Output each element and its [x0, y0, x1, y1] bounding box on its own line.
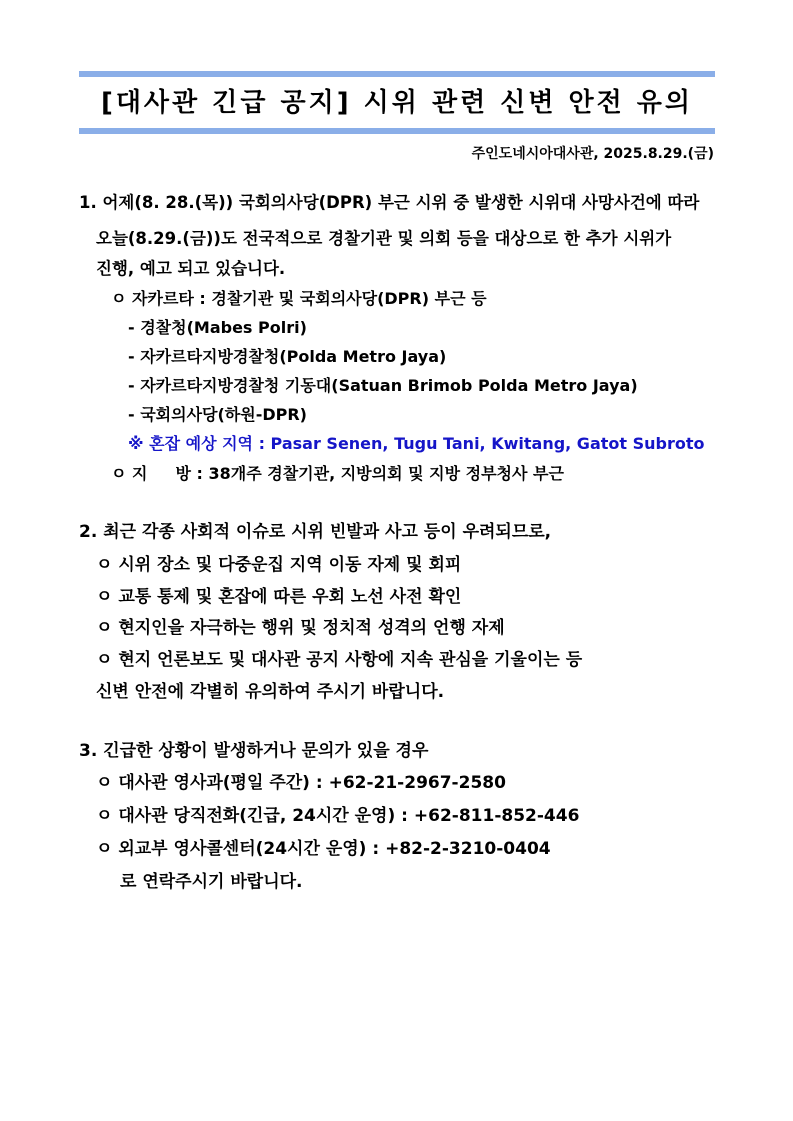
regional-police-item: - 자카르타지방경찰청(Polda Metro Jaya)	[128, 347, 447, 366]
region-label-b: 방	[175, 464, 191, 483]
section3-lead: 3. 긴급한 상황이 발생하거나 문의가 있을 경우	[79, 741, 429, 761]
contact-call-center: ㅇ 외교부 영사콜센터(24시간 운영) : +82-2-3210-0404	[96, 839, 551, 859]
section2-item: ㅇ 현지인을 자극하는 행위 및 정치적 성격의 언행 자제	[96, 618, 505, 638]
section2-item: ㅇ 시위 장소 및 다중운집 지역 이동 자제 및 회피	[96, 555, 462, 575]
contact-consular: ㅇ 대사관 영사과(평일 주간) : +62-21-2967-2580	[96, 773, 506, 793]
section3-closing: 로 연락주시기 바랍니다.	[120, 872, 303, 892]
congestion-note: ※ 혼잡 예상 지역 : Pasar Senen, Tugu Tani, Kwitang, Gatot Subroto	[128, 434, 705, 453]
title-top-rule	[79, 71, 715, 77]
parliament-item: - 국회의사당(하원-DPR)	[128, 405, 307, 424]
region-label-a: ㅇ 지	[111, 464, 148, 483]
section2-lead: 2. 최근 각종 사회적 이슈로 시위 빈발과 사고 등이 우려되므로,	[79, 522, 552, 542]
police-hq-item: - 경찰청(Mabes Polri)	[128, 318, 307, 337]
section2-item: ㅇ 교통 통제 및 혼잡에 따른 우회 노선 사전 확인	[96, 587, 462, 607]
notice-title: [대사관 긴급 공지] 시위 관련 신변 안전 유의	[100, 88, 694, 118]
region-text: : 38개주 경찰기관, 지방의회 및 지방 정부청사 부근	[196, 464, 564, 483]
section1-line1: 1. 어제(8. 28.(목)) 국회의사당(DPR) 부근 시위 중 발생한 시위대 사망사건에 따라	[79, 193, 700, 212]
section2-closing: 신변 안전에 각별히 유의하여 주시기 바랍니다.	[96, 682, 445, 702]
jakarta-item: ㅇ 자카르타 : 경찰기관 및 국회의사당(DPR) 부근 등	[111, 289, 487, 308]
section1-line2: 오늘(8.29.(금))도 전국적으로 경찰기관 및 의회 등을 대상으로 한 추가 시위가	[96, 229, 672, 248]
brimob-item: - 자카르타지방경찰청 기동대(Satuan Brimob Polda Metro Jaya)	[128, 376, 638, 395]
issuer-date: 주인도네시아대사관, 2025.8.29.(금)	[471, 146, 714, 162]
region-item	[111, 464, 564, 484]
title-bottom-rule	[79, 128, 715, 134]
section2-item: ㅇ 현지 언론보도 및 대사관 공지 사항에 지속 관심을 기울이는 등	[96, 650, 583, 670]
section1-line3: 진행, 예고 되고 있습니다.	[96, 259, 286, 278]
contact-duty-phone: ㅇ 대사관 당직전화(긴급, 24시간 운영) : +62-811-852-446	[96, 806, 580, 826]
